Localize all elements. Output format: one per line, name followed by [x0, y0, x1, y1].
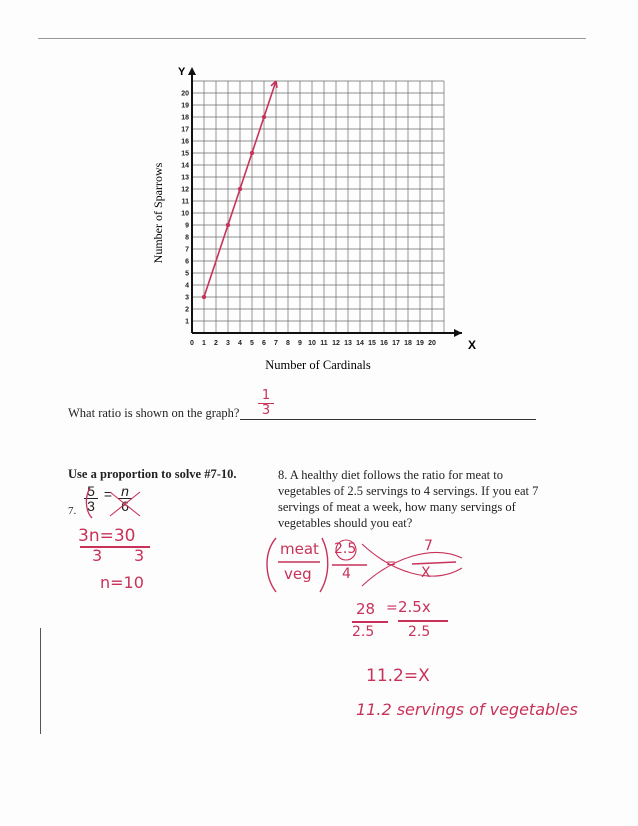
p8-final-answer: 11.2 servings of vegetables — [356, 700, 578, 719]
x-tick-label: 14 — [356, 340, 364, 347]
p8-veg-label: veg — [284, 565, 312, 583]
p8-eq: = — [386, 556, 397, 570]
p7-left-den: 3 — [87, 498, 95, 514]
x-tick-label: 16 — [380, 340, 388, 347]
y-tick-label: 12 — [181, 186, 189, 194]
y-tick-label: 10 — [181, 210, 189, 218]
coordinate-graph — [150, 66, 477, 378]
y-tick-label: 1 — [185, 318, 189, 326]
p7-right-num: n — [121, 483, 129, 499]
left-margin-rule — [40, 628, 41, 734]
data-point — [226, 223, 230, 227]
y-tick-label: 20 — [181, 90, 189, 98]
p8-step-den-left: 2.5 — [352, 624, 375, 640]
x-tick-label: 6 — [262, 340, 266, 347]
data-point — [238, 187, 242, 191]
y-tick-label: 5 — [185, 270, 189, 278]
p7-work-right: 30 — [113, 526, 136, 546]
p7-cross-marks — [80, 482, 146, 522]
y-tick-label: 8 — [185, 234, 189, 242]
p8-result: 11.2=X — [366, 666, 430, 686]
y-tick-label: 9 — [185, 222, 189, 230]
problem7-number: 7. — [68, 505, 77, 517]
x-tick-label: 3 — [226, 340, 230, 347]
x-tick-label: 15 — [368, 340, 376, 347]
y-tick-label: 4 — [185, 282, 189, 290]
top-rule — [38, 38, 586, 39]
p8-frac2-num: 7 — [424, 538, 433, 554]
y-tick-label: 17 — [181, 126, 189, 134]
data-point — [262, 115, 266, 119]
x-axis-arrow — [454, 329, 462, 337]
x-tick-label: 0 — [190, 340, 194, 347]
p8-step-left: 28 — [356, 600, 376, 618]
series-line — [202, 81, 277, 299]
y-tick-label: 14 — [181, 162, 189, 170]
x-tick-label: 7 — [274, 340, 278, 347]
x-tick-label: 10 — [308, 340, 316, 347]
y-tick-label: 7 — [185, 246, 189, 254]
p8-frac1-den: 4 — [342, 566, 351, 582]
ratio-answer-denominator: 3 — [261, 403, 271, 418]
x-axis-label: Number of Cardinals — [265, 358, 371, 372]
y-tick-label: 6 — [185, 258, 189, 266]
x-tick-label: 11 — [320, 340, 328, 347]
x-tick-label: 20 — [428, 340, 436, 347]
p7-answer: n=10 — [100, 573, 144, 592]
y-axis-label: Number of Sparrows — [151, 162, 165, 264]
answer-line — [240, 419, 536, 420]
p7-work-left: 3n — [78, 526, 100, 546]
x-tick-label: 1 — [202, 340, 206, 347]
p7-work-den-right: 3 — [134, 546, 145, 565]
p8-frac1-num: 2.5 — [334, 541, 357, 557]
x-tick-label: 19 — [416, 340, 424, 347]
problem8-text: 8. A healthy diet follows the ratio for meat to vegetables of 2.5 servings to 4 servings. If you eat 7 servings of meat a week, how many servings of vegetables should you eat? — [278, 468, 539, 530]
y-tick-label: 11 — [181, 198, 189, 206]
p8-step-eq: = — [386, 600, 398, 616]
y-tick-label: 13 — [181, 174, 189, 182]
x-tick-label: 9 — [298, 340, 302, 347]
x-tick-label: 2 — [214, 340, 218, 347]
p7-right-den: 6 — [121, 498, 129, 514]
y-tick-label: 3 — [185, 294, 189, 302]
grid — [192, 81, 444, 333]
x-tick-label: 17 — [392, 340, 400, 347]
y-tick-label: 18 — [181, 114, 189, 122]
p7-eq: = — [103, 486, 113, 502]
x-tick-label: 12 — [332, 340, 340, 347]
y-tick-label: 16 — [181, 138, 189, 146]
ratio-question: What ratio is shown on the graph? — [68, 406, 240, 420]
data-point — [250, 151, 254, 155]
y-axis-arrow — [188, 67, 196, 75]
y-tick-label: 15 — [181, 150, 189, 158]
p7-left-num: 5 — [87, 483, 95, 499]
x-tick-label: 4 — [238, 340, 242, 347]
x-tick-label: 18 — [404, 340, 412, 347]
proportion-heading: Use a proportion to solve #7-10. — [68, 467, 237, 481]
x-tick-label: 13 — [344, 340, 352, 347]
y-axis-letter: Y — [178, 66, 186, 78]
p8-step-den-right: 2.5 — [408, 624, 431, 640]
x-axis-letter: X — [468, 338, 477, 352]
p8-frac2-den: X — [421, 565, 431, 581]
p7-work-den-left: 3 — [92, 546, 103, 565]
y-tick-label: 19 — [181, 102, 189, 110]
x-tick-label: 5 — [250, 340, 254, 347]
ratio-answer — [256, 390, 276, 417]
p8-step-right: 2.5x — [398, 598, 431, 616]
axes — [188, 67, 462, 337]
x-tick-label: 8 — [286, 340, 290, 347]
p7-work: 3n=30 — [78, 526, 136, 546]
y-tick-label: 2 — [185, 306, 189, 314]
data-point — [202, 295, 206, 299]
p8-meat-label: meat — [280, 540, 319, 558]
ratio-answer-numerator: 1 — [261, 388, 271, 403]
